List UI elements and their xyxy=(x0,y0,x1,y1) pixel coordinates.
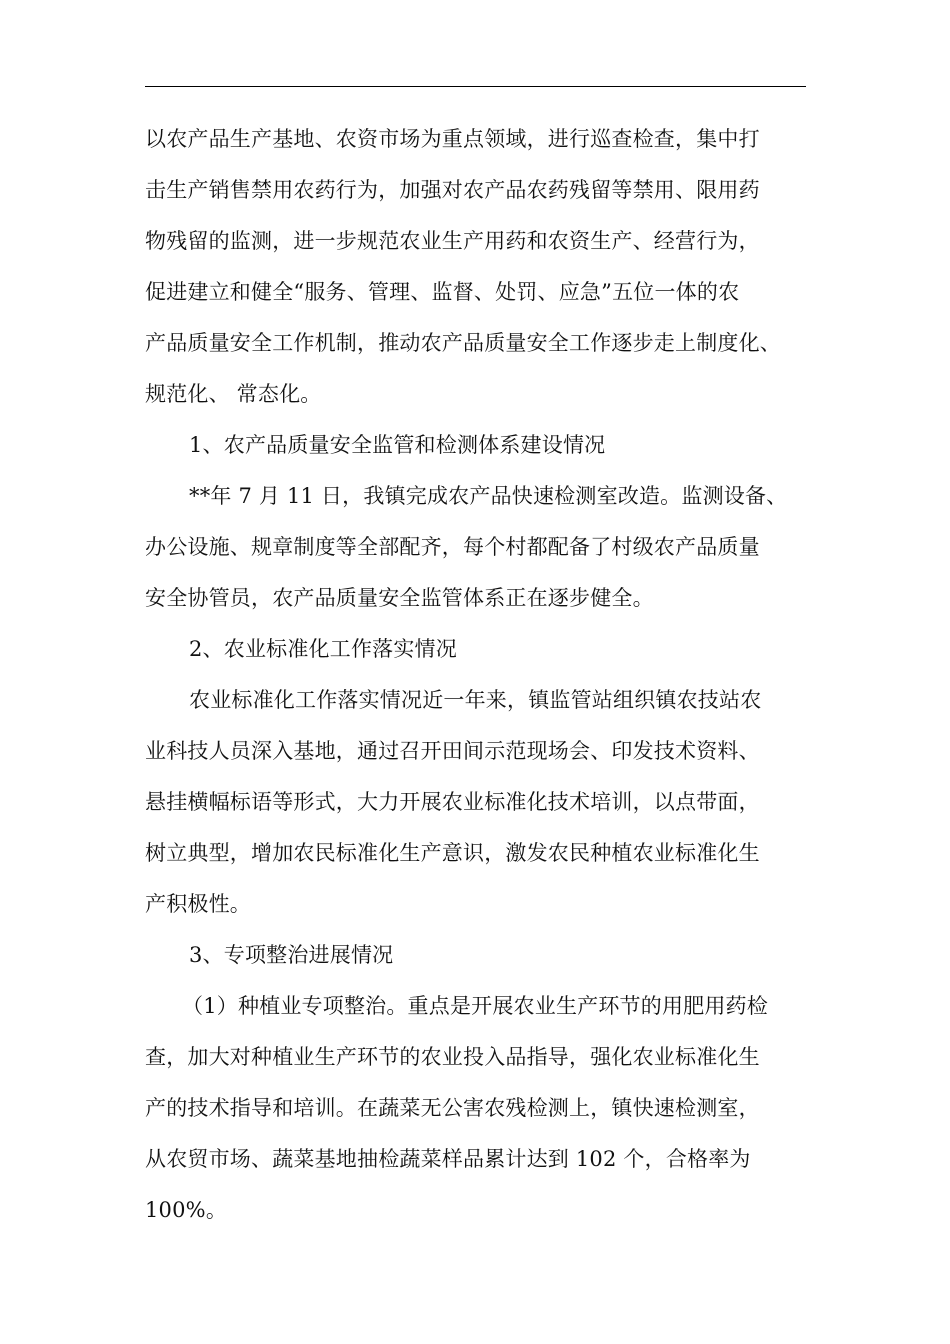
document-body xyxy=(145,114,809,1236)
text-line: （1）种植业专项整治。重点是开展农业生产环节的用肥用药检 xyxy=(182,994,768,1018)
header-rule xyxy=(145,86,806,87)
section-heading-3: 3、专项整治进展情况 xyxy=(189,943,394,967)
text-line: 100%。 xyxy=(145,1198,228,1222)
text-line: 击生产销售禁用农药行为，加强对农产品农药残留等禁用、限用药 xyxy=(145,178,760,202)
section-heading-2: 2、农业标准化工作落实情况 xyxy=(189,637,457,661)
text-line: 产积极性。 xyxy=(145,892,251,916)
text-line: 悬挂横幅标语等形式，大力开展农业标准化技术培训，以点带面， xyxy=(145,790,760,814)
text-line: 促进建立和健全“服务、管理、监督、处罚、应急”五位一体的农 xyxy=(145,280,740,304)
text-line: 物残留的监测，进一步规范农业生产用药和农资生产、经营行为， xyxy=(145,229,760,253)
text-line: **年 7 月 11 日，我镇完成农产品快速检测室改造。监测设备、 xyxy=(189,484,788,508)
text-line: 树立典型，增加农民标准化生产意识，激发农民种植农业标准化生 xyxy=(145,841,760,865)
section-heading-1: 1、农产品质量安全监管和检测体系建设情况 xyxy=(189,433,606,457)
text-line: 农业标准化工作落实情况近一年来，镇监管站组织镇农技站农 xyxy=(189,688,762,712)
text-line: 从农贸市场、蔬菜基地抽检蔬菜样品累计达到 102 个，合格率为 xyxy=(145,1147,751,1171)
text-line: 查，加大对种植业生产环节的农业投入品指导，强化农业标准化生 xyxy=(145,1045,760,1069)
text-line: 安全协管员，农产品质量安全监管体系正在逐步健全。 xyxy=(145,586,654,610)
text-line: 产品质量安全工作机制，推动农产品质量安全工作逐步走上制度化、 xyxy=(145,331,781,355)
text-line: 以农产品生产基地、农资市场为重点领域，进行巡查检查，集中打 xyxy=(145,127,760,151)
text-line: 规范化、 常态化。 xyxy=(145,382,322,406)
text-line: 业科技人员深入基地，通过召开田间示范现场会、印发技术资料、 xyxy=(145,739,760,763)
text-line: 办公设施、规章制度等全部配齐，每个村都配备了村级农产品质量 xyxy=(145,535,760,559)
text-line: 产的技术指导和培训。在蔬菜无公害农残检测上，镇快速检测室， xyxy=(145,1096,760,1120)
